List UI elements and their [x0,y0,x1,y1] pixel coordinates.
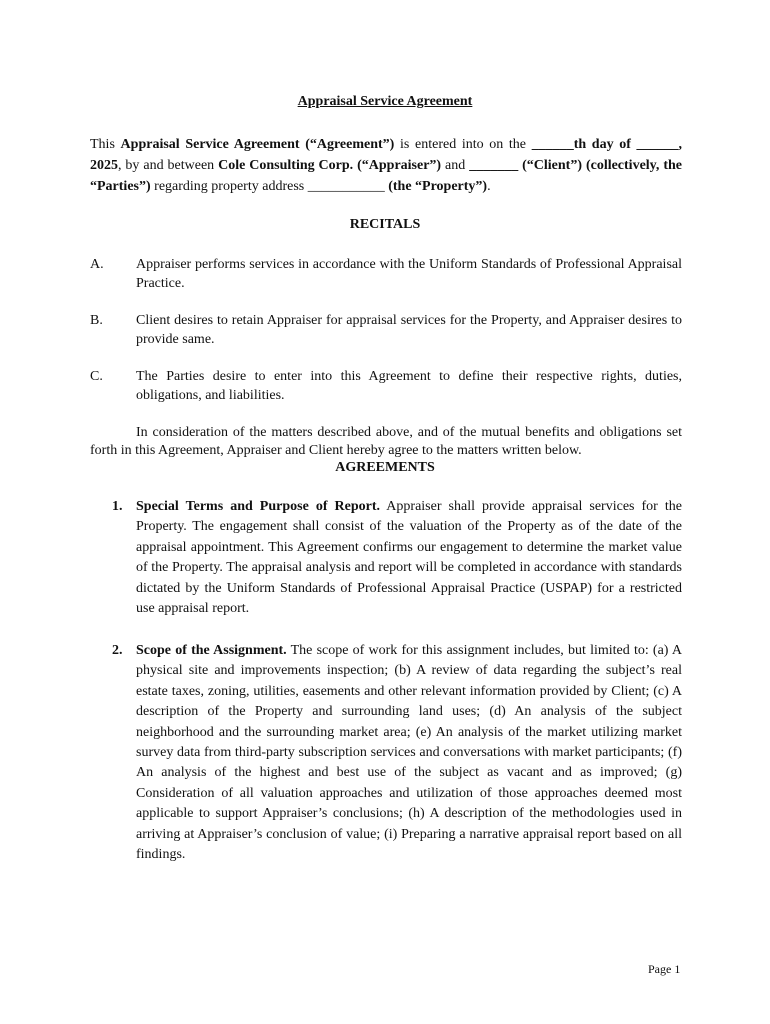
intro-year: ______, 2025 [90,137,683,173]
intro-parties: (collectively, the “Parties”) [90,158,683,194]
recitals-heading: RECITALS [349,217,421,232]
agreements-heading: AGREEMENTS [335,460,435,475]
recital-item [90,255,682,293]
recital-text: Client desires to retain Appraiser for appraisal services for the Property, and Appraiser desires to provide same. [136,313,682,347]
recital-item [90,367,682,405]
clause-item [90,497,682,619]
intro-period: . [487,179,491,194]
intro-paragraph [90,134,682,197]
intro-agreement-name: Appraisal Service Agreement (“Agreement”) [120,137,395,152]
intro-day-blank: ______th day of [531,137,631,152]
intro-address-blank: ___________ [307,179,385,194]
clause-number: 1. [112,499,123,514]
recital-item [90,311,682,349]
page-number: Page 1 [648,962,681,976]
intro-client: _______ (“Client”) [469,158,582,173]
recital-letter: C. [90,369,103,384]
clause-text: Appraiser shall provide appraisal services for the Property. The engagement shall consist of the valuation of the Property as of the date of the appraisal appointment. This Agreement confirms our engagement to determine the market value of the Property. The appraisal analysis and report will be completed in accordance with standards dictated by the Uniform Standards of Professional Appraisal Practice (USPAP) for a restricted use appraisal report. [136,499,682,617]
clause-heading: Scope of the Assignment. [136,643,287,658]
clause-heading: Special Terms and Purpose of Report. [136,499,381,514]
clause-text-block [136,497,682,619]
recital-letter: A. [90,257,104,272]
clause-number: 2. [112,643,123,658]
recital-text: Appraiser performs services in accordance with the Uniform Standards of Professional Appraisal Practice. [136,257,682,291]
intro-regarding: regarding property address [154,179,305,194]
intro-entered: is entered into on the [400,137,527,152]
intro-property: (the “Property”) [388,179,488,194]
consideration-paragraph: In consideration of the matters described above, and of the mutual benefits and obligations set forth in this Agreement, Appraiser and Client hereby agree to the matters written below. [90,425,682,458]
recital-letter: B. [90,313,103,328]
document-title: Appraisal Service Agreement [297,94,473,109]
intro-and: and [445,158,466,173]
clause-item [90,641,682,865]
clause-text-block [136,641,682,865]
intro-appraiser: Cole Consulting Corp. (“Appraiser”) [218,158,442,173]
intro-by-between: , by and between [118,158,215,173]
clause-text: The scope of work for this assignment includes, but limited to: (a) A physical site and improvements inspection; (b) A review of data regarding the subject’s real estate taxes, zoning, utilities, easements and other relevant information provided by Client; (c) A description of the Property and surrounding land uses; (d) An analysis of the subject neighborhood and the surrounding market area; (e) An analysis of the market utilizing market survey data from third-party subscription services and conversations with market participants; (f) An analysis of the highest and best use of the subject as vacant and as improved; (g) Consideration of all valuation approaches and utilization of those approaches deemed most applicable to support Appraiser’s conclusions; (h) A description of the methodologies used in arriving at Appraiser’s conclusion of value; (i) Preparing a narrative appraisal report based on all findings. [136,643,683,863]
recital-text: The Parties desire to enter into this Agreement to define their respective rights, duties, obligations, and liabilities. [136,369,682,403]
intro-this: This [90,137,115,152]
